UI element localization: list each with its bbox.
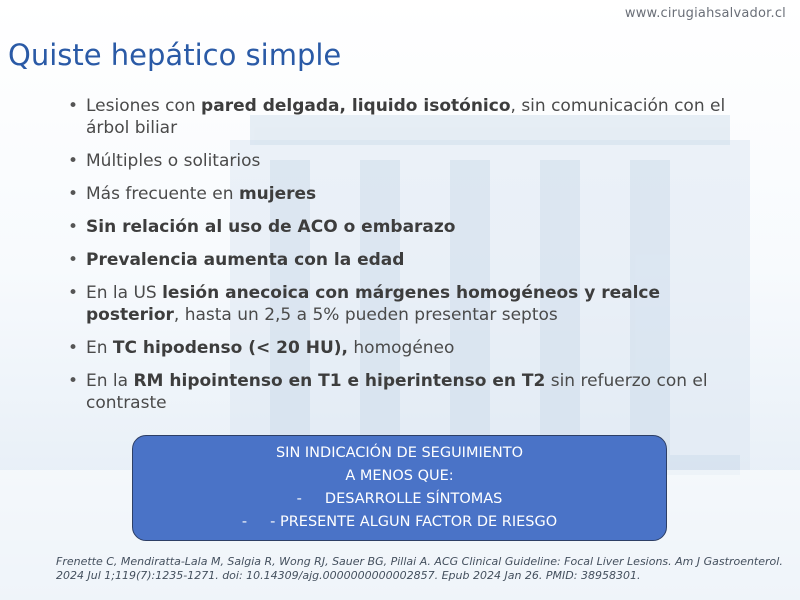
callout-line: - - PRESENTE ALGUN FACTOR DE RIESGO xyxy=(241,514,558,530)
bullet-item: • Más frecuente en mujeres xyxy=(68,183,758,205)
slide-title: Quiste hepático simple xyxy=(8,38,342,72)
citation-reference: Frenette C, Mendiratta-Lala M, Salgia R, Wong RJ, Sauer BG, Pillai A. ACG Clinical Guideline: Focal Liver Lesions. Am J Gastroenterol. 2024 Jul 1;119(7):1235-1271. doi: 10.14309/ajg.0000000000002857. Epub 2024 Jan 26. PMID: 38958301. xyxy=(56,555,783,582)
follow-up-callout-box xyxy=(132,435,667,541)
bullet-item: • En la RM hipointenso en T1 e hiperintenso en T2 sin refuerzo con el contraste xyxy=(68,370,758,414)
bullet-list xyxy=(68,95,758,425)
callout-line: - DESARROLLE SÍNTOMAS xyxy=(296,491,503,507)
bullet-item: • Sin relación al uso de ACO o embarazo xyxy=(68,216,758,238)
bullet-item: • En la US lesión anecoica con márgenes homogéneos y realce posterior, hasta un 2,5 a 5% pueden presentar septos xyxy=(68,282,758,326)
callout-line: SIN INDICACIÓN DE SEGUIMIENTO xyxy=(275,445,524,461)
callout-line: A MENOS QUE: xyxy=(345,468,454,484)
bullet-item: • Prevalencia aumenta con la edad xyxy=(68,249,758,271)
bullet-item: • En TC hipodenso (< 20 HU), homogéneo xyxy=(68,337,758,359)
website-url: www.cirugiahsalvador.cl xyxy=(624,6,786,21)
bullet-item: • Múltiples o solitarios xyxy=(68,150,758,172)
bullet-item: • Lesiones con pared delgada, liquido isotónico, sin comunicación con el árbol biliar xyxy=(68,95,758,139)
